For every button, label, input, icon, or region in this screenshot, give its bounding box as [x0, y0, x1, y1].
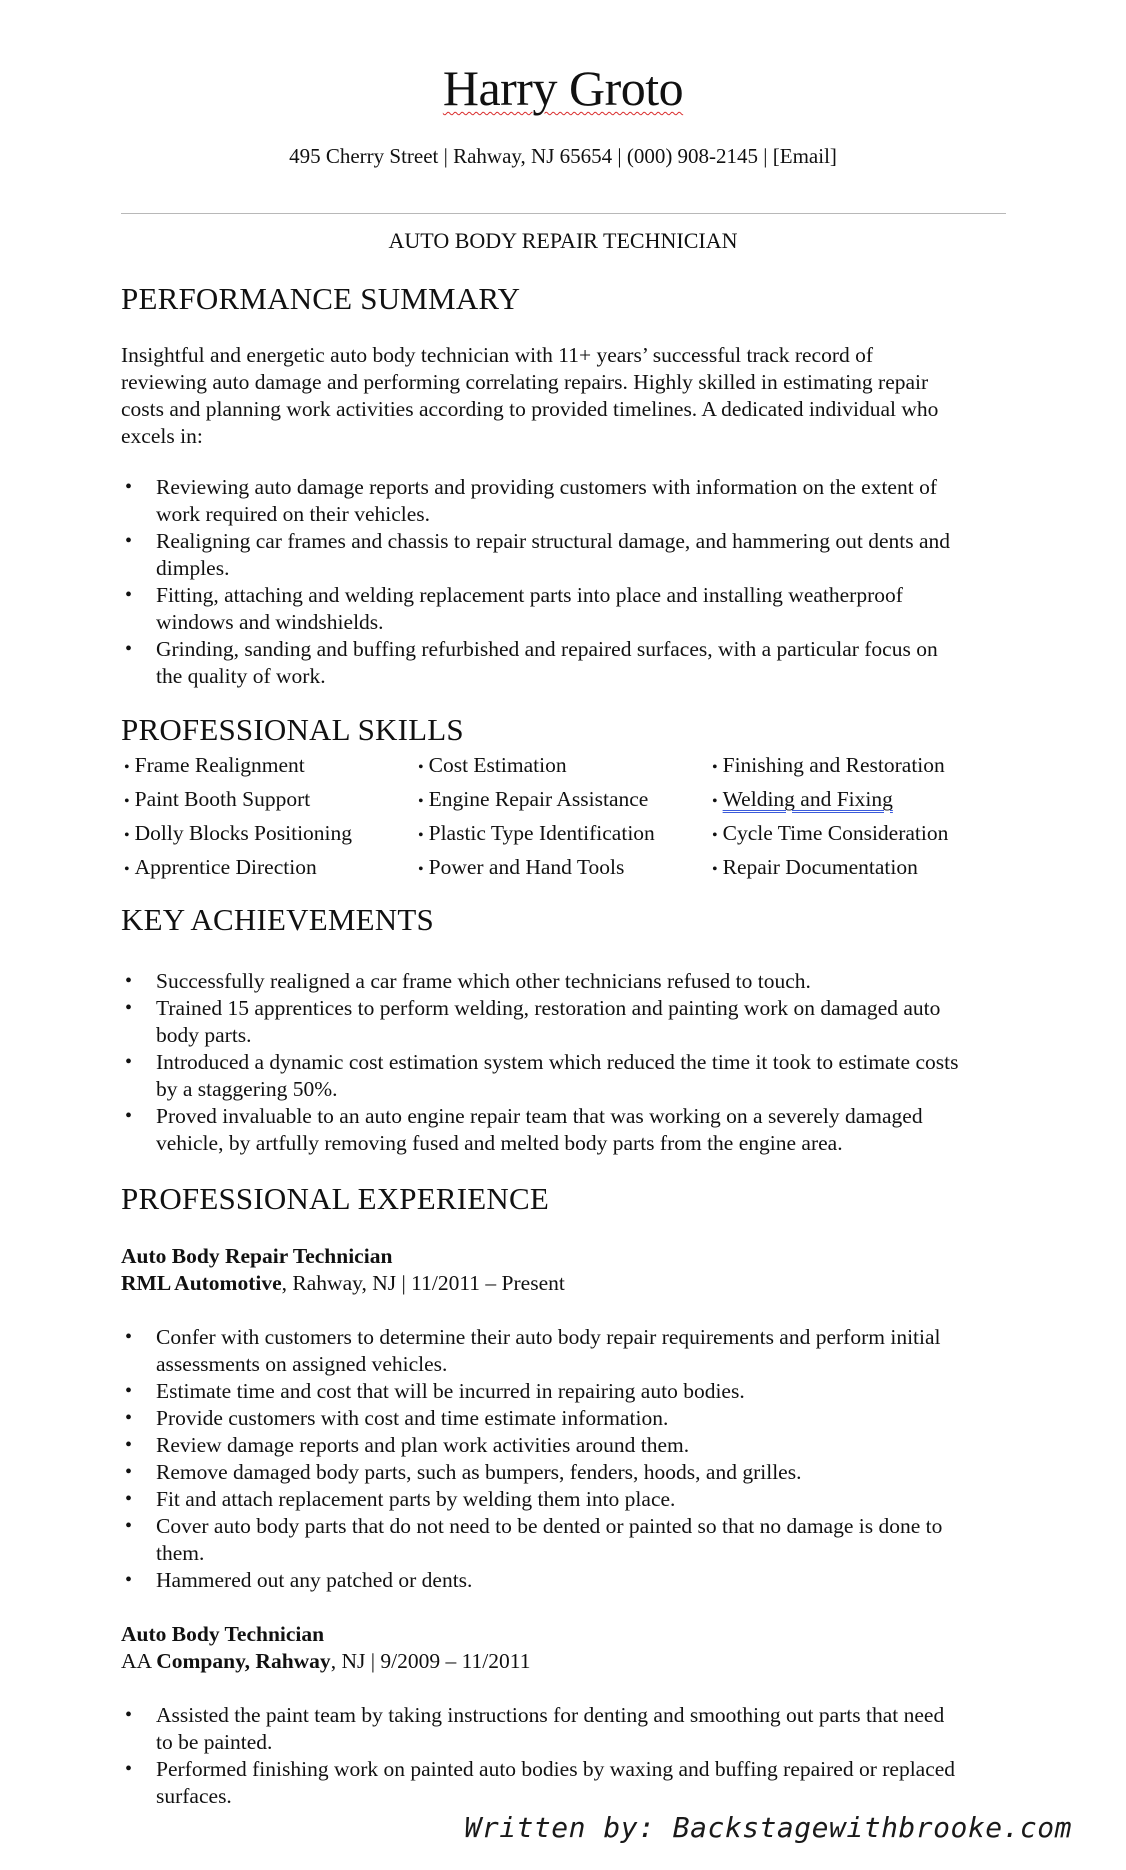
bullet-icon: • [712, 793, 718, 810]
list-item: • Performed finishing work on painted auto bodies by waxing and buffing repaired or replaced surfaces. [125, 1757, 956, 1808]
bullet-icon: • [712, 827, 718, 844]
role-title: AUTO BODY REPAIR TECHNICIAN [388, 228, 738, 253]
list-item: • Provide customers with cost and time estimate information. [125, 1406, 669, 1430]
name-text: Harry Groto [442, 60, 684, 116]
skills-grid [124, 752, 1004, 883]
skill-item: • Power and Hand Tools [418, 855, 625, 879]
bullet-icon: • [125, 530, 133, 552]
job-details: , Rahway, NJ | 11/2011 – Present [281, 1271, 565, 1295]
skill-item: • Finishing and Restoration [712, 753, 945, 777]
bullet-icon: • [125, 1569, 133, 1591]
bullet-icon: • [124, 759, 130, 776]
list-item: • Fit and attach replacement parts by welding them into place. [125, 1487, 676, 1511]
summary-line: reviewing auto damage and performing correlating repairs. Highly skilled in estimating repair [121, 370, 929, 394]
list-item: • Fitting, attaching and welding replacement parts into place and installing weatherproof windows and windshields. [125, 583, 903, 634]
experience-heading: PROFESSIONAL EXPERIENCE [121, 1181, 550, 1216]
bullet-icon: • [712, 861, 718, 878]
list-item: • Estimate time and cost that will be incurred in repairing auto bodies. [125, 1379, 745, 1403]
bullet-icon: • [418, 793, 424, 810]
list-item: • Cover auto body parts that do not need to be dented or painted so that no damage is done to them. [125, 1514, 943, 1565]
job-meta: AA Company, Rahway, NJ | 9/2009 – 11/2011 [121, 1649, 531, 1673]
watermark-credit: Written by: Backstagewithbrooke.com [464, 1811, 1072, 1844]
bullet-icon: • [125, 1326, 133, 1348]
bullet-icon: • [418, 759, 424, 776]
bullet-icon: • [124, 861, 130, 878]
skill-item: • Repair Documentation [712, 855, 918, 879]
header-divider [121, 213, 1006, 214]
bullet-icon: • [712, 759, 718, 776]
job-details: , NJ | 9/2009 – 11/2011 [330, 1649, 531, 1673]
bullet-icon: • [125, 1407, 133, 1429]
skill-item: • Plastic Type Identification [418, 821, 655, 845]
bullet-icon: • [125, 1380, 133, 1402]
list-item: • Proved invaluable to an auto engine repair team that was working on a severely damaged vehicle, by artfully removing fused and melted body parts from the engine area. [125, 1104, 923, 1155]
job-title: Auto Body Repair Technician [121, 1244, 393, 1268]
list-item: • Assisted the paint team by taking instructions for denting and smoothing out parts that need to be painted. [125, 1703, 945, 1754]
bullet-icon: • [125, 970, 133, 992]
bullet-icon: • [124, 827, 130, 844]
list-item: • Successfully realigned a car frame which other technicians refused to touch. [125, 969, 811, 993]
bullet-icon: • [418, 827, 424, 844]
skill-item: • Cycle Time Consideration [712, 821, 949, 845]
bullet-icon: • [125, 1461, 133, 1483]
contact-line: 495 Cherry Street | Rahway, NJ 65654 | (000) 908-2145 | [Email] [289, 144, 837, 168]
skill-item: • Frame Realignment [124, 753, 305, 777]
skill-item: • Apprentice Direction [124, 855, 317, 879]
resume-name [0, 58, 1126, 118]
job-bullet-list [121, 1702, 1016, 1810]
bullet-icon: • [125, 1488, 133, 1510]
bullet-icon: • [125, 997, 133, 1019]
summary-line: costs and planning work activities according to provided timelines. A dedicated individual who [121, 397, 939, 421]
bullet-icon: • [418, 861, 424, 878]
company-name: RML Automotive [121, 1271, 282, 1295]
bullet-icon: • [125, 638, 133, 660]
skill-item: • Cost Estimation [418, 753, 567, 777]
bullet-icon: • [125, 1704, 133, 1726]
bullet-icon: • [124, 793, 130, 810]
bullet-icon: • [125, 1434, 133, 1456]
summary-paragraph [121, 342, 1006, 450]
bullet-icon: • [125, 1758, 133, 1780]
list-item: • Review damage reports and plan work activities around them. [125, 1433, 690, 1457]
bullet-icon: • [125, 1051, 133, 1073]
list-item: • Hammered out any patched or dents. [125, 1568, 473, 1592]
job-title: Auto Body Technician [121, 1622, 325, 1646]
bullet-icon: • [125, 584, 133, 606]
achievements-bullet-list [121, 968, 1016, 1157]
summary-bullet-list [121, 474, 1016, 690]
list-item: • Trained 15 apprentices to perform welding, restoration and painting work on damaged auto body parts. [125, 996, 941, 1047]
list-item: • Reviewing auto damage reports and providing customers with information on the extent of work required on their vehicles. [125, 475, 937, 526]
summary-line: excels in: [121, 424, 203, 448]
bullet-icon: • [125, 1515, 133, 1537]
achievements-heading: KEY ACHIEVEMENTS [121, 902, 434, 937]
summary-heading: PERFORMANCE SUMMARY [121, 281, 521, 316]
summary-line: Insightful and energetic auto body technician with 11+ years’ successful track record of [121, 343, 874, 367]
list-item: • Grinding, sanding and buffing refurbished and repaired surfaces, with a particular focus on the quality of work. [125, 637, 938, 688]
skill-item: • Dolly Blocks Positioning [124, 821, 353, 845]
company-name: Company, Rahway [156, 1649, 331, 1673]
skill-item: • Engine Repair Assistance [418, 787, 649, 811]
skill-item: • Paint Booth Support [124, 787, 311, 811]
list-item: • Realigning car frames and chassis to repair structural damage, and hammering out dents and dimples. [125, 529, 951, 580]
bullet-icon: • [125, 476, 133, 498]
job-meta [121, 1270, 565, 1297]
skills-heading: PROFESSIONAL SKILLS [121, 712, 464, 747]
list-item: • Remove damaged body parts, such as bumpers, fenders, hoods, and grilles. [125, 1460, 802, 1484]
list-item: • Confer with customers to determine their auto body repair requirements and perform initial assessments on assigned vehicles. [125, 1325, 941, 1376]
skill-item: • Welding and Fixing [712, 787, 893, 811]
bullet-icon: • [125, 1105, 133, 1127]
list-item: • Introduced a dynamic cost estimation system which reduced the time it took to estimate costs by a staggering 50%. [125, 1050, 959, 1101]
job-bullet-list [121, 1324, 1016, 1594]
